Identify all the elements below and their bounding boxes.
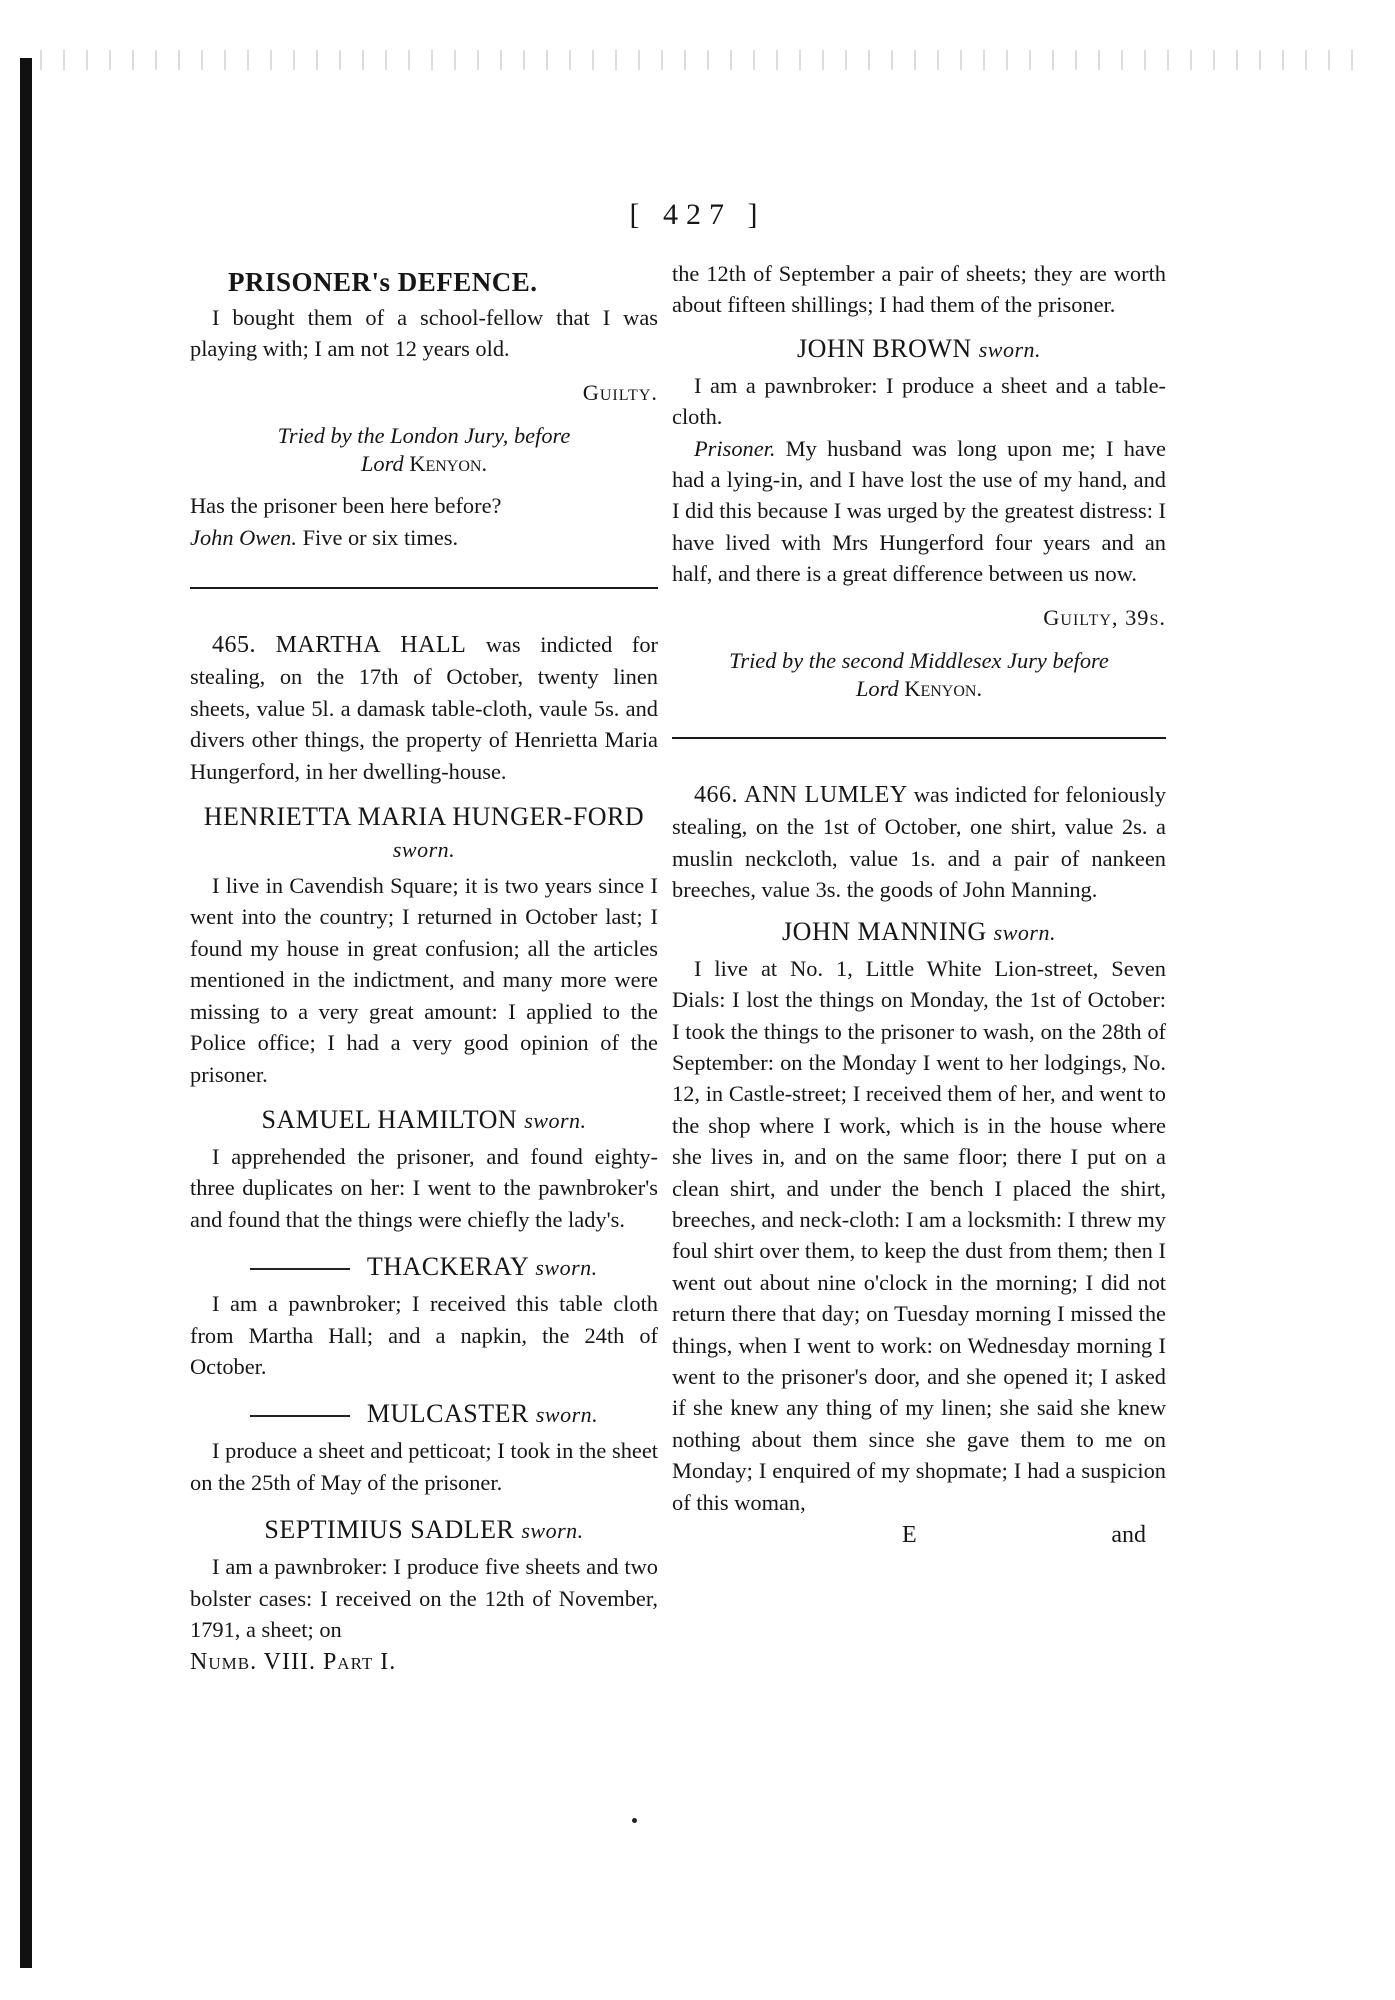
witness-heading (190, 1104, 658, 1137)
tried-by-judge: Kenyon. (409, 451, 488, 477)
sworn-label: sworn. (524, 1107, 587, 1133)
tried-by-judge-prefix: Lord (360, 451, 404, 477)
witness-heading (190, 1398, 658, 1431)
tried-by-text: Tried by the London Jury, before (277, 423, 571, 449)
prisoner-statement (672, 433, 1166, 590)
scan-noise (40, 50, 1360, 70)
witness-testimony: I am a pawnbroker: I produce five sheets and two bolster cases: I received on the 12th of November, 1791, a sheet; on (190, 1554, 658, 1642)
witness-testimony: I live in Cavendish Square; it is two years since I went into the country; I returned in October last; I found my house in great confusion; all the articles mentioned in the indictment, and many more were missing to a very great amount: I applied to the Police office; I had a very good opinion of the prisoner. (190, 873, 658, 1087)
witness-heading (190, 1251, 658, 1284)
indictment-text: was indicted for stealing, on the 17th of October, twenty linen sheets, value 5l. a damask table-cloth, vaule 5s. and divers other things, the property of Henrietta Maria Hungerford, in her dwelling-house. (190, 632, 658, 784)
blank-dash (250, 1415, 350, 1417)
sworn-label: sworn. (535, 1255, 598, 1281)
defendant-name: ANN LUMLEY (744, 782, 908, 809)
tried-by-judge-prefix: Lord (855, 676, 899, 702)
witness-testimony: I produce a sheet and petticoat; I took in the sheet on the 25th of May of the prisoner. (190, 1438, 658, 1495)
witness-heading (190, 1514, 658, 1547)
catchword: and (1111, 1522, 1146, 1548)
continued-testimony: the 12th of September a pair of sheets; they are worth about fifteen shillings; I had them of the prisoner. (672, 261, 1166, 318)
footer-row (672, 1520, 1166, 1551)
section-rule (672, 737, 1166, 739)
answer-text: Five or six times. (302, 524, 459, 550)
right-column (672, 258, 1166, 1551)
left-column (190, 258, 658, 1679)
ink-dot (632, 1818, 637, 1823)
witness-name: JOHN BROWN (796, 333, 972, 363)
witness-name: JOHN MANNING (782, 916, 987, 946)
tried-by-text: Tried by the second Middlesex Jury before (729, 648, 1109, 674)
indictment-text: was indicted for feloniously stealing, on the 1st of October, one shirt, value 2s. a muslin neckcloth, value 1s. and a pair of nankeen breeches, value 3s. the goods of John Manning. (672, 782, 1166, 903)
binding-edge (20, 58, 32, 1968)
case-number: 465. (212, 632, 256, 659)
section-rule (190, 587, 658, 589)
case-number: 466. (694, 782, 738, 809)
sworn-label: sworn. (392, 837, 456, 863)
question-line: Has the prisoner been here before? (190, 493, 502, 519)
witness-name: SAMUEL HAMILTON (261, 1104, 518, 1134)
blank-dash (250, 1268, 350, 1270)
defendant-name: MARTHA HALL (275, 632, 467, 659)
witness-name: HENRIETTA MARIA HUNGER-FORD (203, 802, 645, 832)
tried-by (190, 422, 658, 478)
signature-mark: E (902, 1522, 917, 1548)
witness-testimony: I am a pawnbroker: I produce a sheet and a table-cloth. (672, 372, 1166, 430)
verdict: Guilty. (582, 379, 658, 405)
case-466 (672, 779, 1166, 906)
page-number: [ 427 ] (629, 198, 766, 231)
sworn-label: sworn. (521, 1518, 584, 1544)
prisoner-text: My husband was long upon me; I have had a lying-in, and I have lost the use of my hand, and I did this because I was urged by the greatest distress: I have lived with Mrs Hungerford four years and an half, and there is a great difference between us now. (672, 435, 1166, 587)
tried-by (672, 647, 1166, 703)
witness-heading (672, 916, 1166, 949)
witness-name: THACKERAY (366, 1252, 529, 1282)
sworn-label: sworn. (535, 1402, 599, 1428)
witness-heading (190, 801, 658, 866)
witness-name: MULCASTER (366, 1399, 529, 1429)
sworn-label: sworn. (978, 336, 1042, 362)
answer-line (190, 522, 658, 553)
witness-heading (672, 333, 1166, 366)
witness-testimony: I am a pawnbroker; I received this table cloth from Martha Hall; and a napkin, the 24th of October. (190, 1291, 658, 1379)
witness-testimony: I apprehended the prisoner, and found eighty-three duplicates on her: I went to the pawnbroker's and found that the things were chiefly the lady's. (190, 1143, 658, 1232)
sworn-label: sworn. (993, 919, 1056, 945)
defence-heading: PRISONER's DEFENCE. (228, 267, 538, 297)
witness-testimony: I live at No. 1, Little White Lion-street, Seven Dials: I lost the things on Monday, the 1st of October: I took the things to the prisoner to wash, on the 28th of September: on the Monday I went to her lodgings, No. 12, in Castle-street; I received them of her, and went to the shop where I work, which is in the house where she lives in, and on the same floor; there I put on a clean shirt, and under the bench I placed the shirt, breeches, and neck-cloth: I am a locksmith: I threw my foul shirt over them, to keep the dust from them; then I went out about nine o'clock in the morning; I did not return there that day; on Tuesday morning I missed the things, when I went to work: on Wednesday morning I went to the prisoner's door, and she opened it; I asked if she knew any thing of my linen; she said she knew nothing about them since she gave them to me on Monday; I enquired of my shopmate; I had a suspicion of this woman, (672, 955, 1166, 1515)
defence-text: I bought them of a school-fellow that I was playing with; I am not 12 years old. (190, 305, 658, 362)
answer-speaker: John Owen. (190, 524, 297, 550)
signature-mark: Numb. VIII. Part I. (190, 1649, 397, 1676)
case-465 (190, 629, 658, 787)
tried-by-judge: Kenyon. (904, 676, 983, 702)
witness-name: SEPTIMIUS SADLER (264, 1515, 515, 1545)
prisoner-label: Prisoner. (694, 435, 776, 461)
verdict: Guilty, 39s. (1043, 604, 1166, 630)
